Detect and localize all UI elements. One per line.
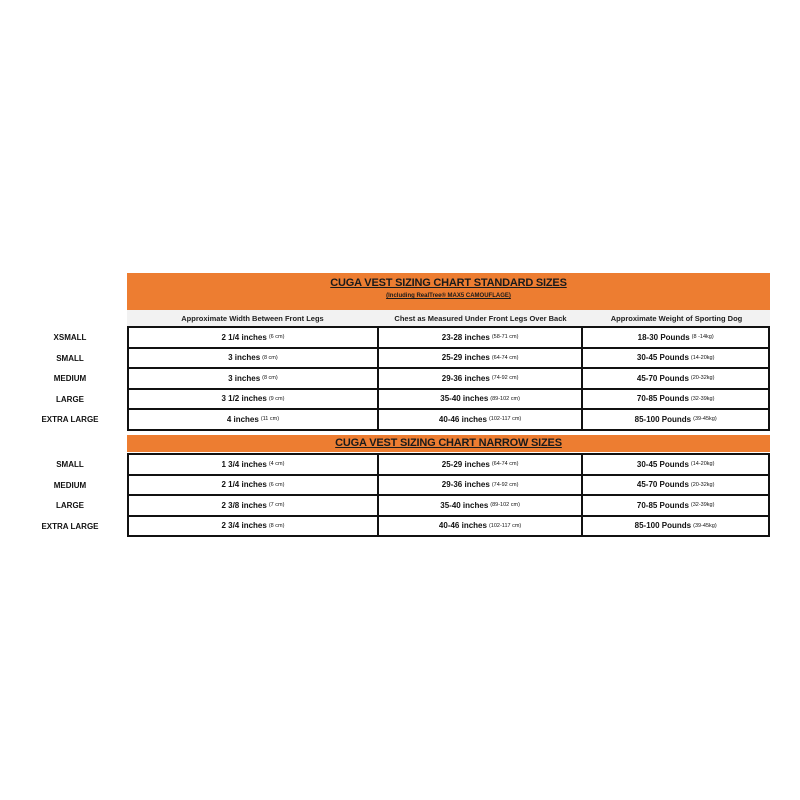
chest-cell [379, 328, 581, 347]
weight-value: 18-30 Pounds [637, 332, 690, 342]
weight-value: 70-85 Pounds [636, 394, 689, 404]
chest-metric: (64-74 cm) [491, 461, 519, 468]
chest-cell [379, 390, 581, 409]
size-label: MEDIUM [53, 374, 87, 383]
table-row [129, 328, 768, 347]
width-cell [129, 390, 377, 409]
size-label: LARGE [56, 501, 84, 510]
chest-cell [379, 369, 581, 388]
width-cell [129, 410, 377, 429]
chest-value: 25-29 inches [441, 353, 490, 363]
width-metric: (4 cm) [268, 461, 285, 468]
standard-title: CUGA VEST SIZING CHART STANDARD SIZES [330, 277, 567, 289]
weight-cell [583, 517, 768, 536]
width-metric: (11 cm) [260, 416, 280, 423]
width-metric: (9 cm) [268, 395, 285, 402]
width-value: 2 1/4 inches [221, 332, 267, 342]
table-row [129, 349, 768, 368]
size-label: SMALL [56, 460, 84, 469]
narrow-title: CUGA VEST SIZING CHART NARROW SIZES [335, 437, 562, 449]
chest-cell [379, 410, 581, 429]
chest-metric: (74-92 cm) [491, 481, 519, 488]
weight-value: 70-85 Pounds [636, 500, 689, 510]
chest-value: 40-46 inches [438, 414, 487, 424]
standard-title-banner [127, 273, 770, 310]
chest-cell [379, 476, 581, 495]
header-width: Approximate Width Between Front Legs [181, 313, 324, 323]
weight-metric: (20-32kg) [690, 375, 715, 382]
weight-cell [583, 390, 768, 409]
weight-value: 45-70 Pounds [636, 373, 689, 383]
width-value: 3 1/2 inches [221, 394, 267, 404]
width-value: 4 inches [226, 414, 259, 424]
header-weight: Approximate Weight of Sporting Dog [610, 313, 743, 323]
size-label: XSMALL [53, 333, 87, 342]
width-cell [129, 517, 377, 536]
weight-metric: (32-39kg) [690, 502, 715, 509]
table-row [129, 517, 768, 536]
table-row [129, 369, 768, 388]
weight-metric: (14-20kg) [690, 461, 715, 468]
weight-cell [583, 476, 768, 495]
table-row [129, 410, 768, 429]
width-metric: (6 cm) [268, 481, 285, 488]
weight-metric: (8 -14kg) [691, 334, 714, 341]
chest-metric: (89-102 cm) [490, 395, 520, 402]
narrow-title-banner [127, 435, 770, 452]
standard-size-table [127, 326, 770, 431]
chest-cell [379, 517, 581, 536]
chest-value: 29-36 inches [441, 373, 490, 383]
chest-value: 25-29 inches [441, 459, 490, 469]
chest-cell [379, 496, 581, 515]
weight-metric: (14-20kg) [690, 354, 715, 361]
weight-cell [583, 455, 768, 474]
chest-value: 23-28 inches [441, 332, 490, 342]
width-metric: (7 cm) [268, 502, 285, 509]
chest-metric: (102-117 cm) [488, 522, 522, 529]
chest-cell [379, 349, 581, 368]
width-metric: (6 cm) [268, 334, 285, 341]
chest-metric: (58-71 cm) [491, 334, 519, 341]
weight-value: 85-100 Pounds [634, 521, 692, 531]
weight-value: 30-45 Pounds [636, 459, 689, 469]
weight-cell [583, 349, 768, 368]
width-value: 2 3/4 inches [221, 521, 267, 531]
width-cell [129, 455, 377, 474]
width-value: 3 inches [228, 373, 261, 383]
weight-cell [583, 496, 768, 515]
weight-value: 85-100 Pounds [634, 414, 692, 424]
table-row [129, 455, 768, 474]
table-row [129, 496, 768, 515]
width-metric: (8 cm) [268, 522, 285, 529]
table-row [129, 476, 768, 495]
weight-cell [583, 328, 768, 347]
width-cell [129, 328, 377, 347]
chest-cell [379, 455, 581, 474]
width-cell [129, 496, 377, 515]
width-cell [129, 369, 377, 388]
size-label: EXTRA LARGE [41, 415, 99, 424]
standard-subtitle: (Including RealTree® MAX5 CAMOUFLAGE) [386, 293, 511, 299]
chest-metric: (74-92 cm) [491, 375, 519, 382]
weight-value: 30-45 Pounds [636, 353, 689, 363]
chest-value: 29-36 inches [441, 480, 490, 490]
chest-value: 35-40 inches [440, 394, 489, 404]
header-chest: Chest as Measured Under Front Legs Over Back [394, 313, 567, 323]
table-row [129, 390, 768, 409]
width-metric: (8 cm) [262, 375, 278, 382]
chest-value: 35-40 inches [440, 500, 489, 510]
weight-metric: (39-45kg) [693, 416, 717, 423]
chest-metric: (64-74 cm) [491, 354, 519, 361]
narrow-size-table [127, 453, 770, 537]
weight-cell [583, 410, 768, 429]
size-label: SMALL [56, 353, 84, 363]
width-value: 2 1/4 inches [221, 480, 267, 490]
weight-metric: (39-45kg) [693, 522, 717, 529]
weight-metric: (20-32kg) [690, 481, 715, 488]
chest-metric: (102-117 cm) [488, 416, 522, 423]
chest-value: 40-46 inches [438, 521, 487, 531]
width-value: 1 3/4 inches [221, 459, 267, 469]
size-label: LARGE [56, 394, 84, 404]
weight-cell [583, 369, 768, 388]
weight-metric: (32-39kg) [690, 395, 715, 402]
width-value: 3 inches [228, 353, 261, 363]
width-cell [129, 476, 377, 495]
width-metric: (8 cm) [262, 354, 278, 361]
width-value: 2 3/8 inches [221, 500, 267, 510]
size-label: EXTRA LARGE [41, 521, 99, 531]
column-headers [127, 310, 770, 326]
chest-metric: (89-102 cm) [490, 502, 520, 509]
size-label: MEDIUM [53, 480, 87, 490]
weight-value: 45-70 Pounds [636, 480, 689, 490]
width-cell [129, 349, 377, 368]
